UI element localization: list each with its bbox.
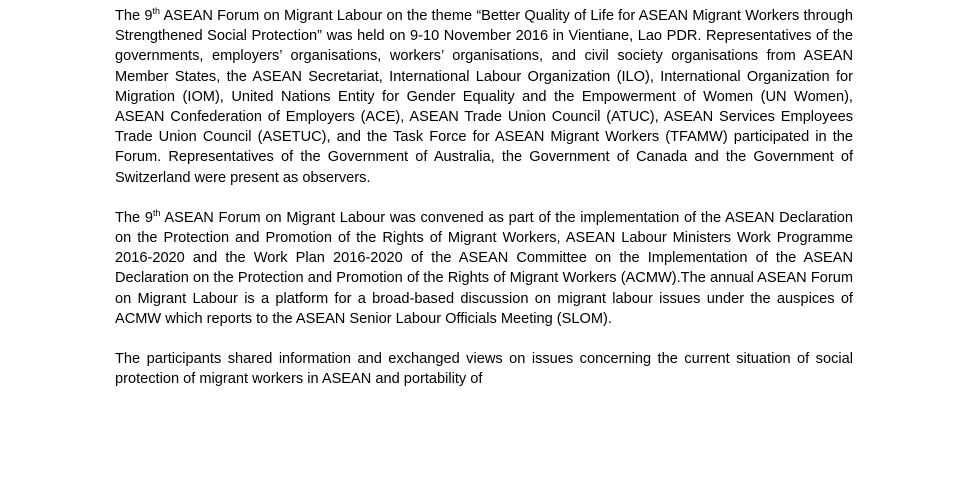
paragraph-spacer [115,188,853,208]
paragraph-text: The participants shared information and exchanged views on issues concerning the current situation of social protection of migrant workers in ASEAN and portability of [115,351,853,388]
paragraph-text: ASEAN Forum on Migrant Labour was convened as part of the implementation of the ASEAN Declaration on the Protection and Promotion of the Rights of Migrant Workers, ASEAN Labour Ministers Work Programme 2016-2020 and the Work Plan 2016-2020 of the ASEAN Committee on the Implementation of the ASEAN Declaration on the Protection and Promotion of the Rights of Migrant Workers (ACMW).The annual ASEAN Forum on Migrant Labour is a platform for a broad-based discussion on migrant labour issues under the auspices of ACMW which reports to the ASEAN Senior Labour Officials Meeting (SLOM). [115,209,853,327]
paragraph-text: ASEAN Forum on Migrant Labour on the theme “Better Quality of Life for ASEAN Migrant Workers through Strengthened Social Protection” was held on 9-10 November 2016 in Vientiane, Lao PDR. Representatives of the governments, employers’ organisations, workers’ organisations, and civil society organisations from ASEAN Member States, the ASEAN Secretariat, International Labour Organization (ILO), International Organization for Migration (IOM), United Nations Entity for Gender Equality and the Empowerment of Women (UN Women), ASEAN Confederation of Employers (ACE), ASEAN Trade Union Council (ATUC), ASEAN Services Employees Trade Union Council (ASETUC), and the Task Force for ASEAN Migrant Workers (TFAMW) participated in the Forum. Representatives of the Government of Australia, the Government of Canada and the Government of Switzerland were present as observers. [115,8,853,186]
paragraph-forum-purpose [115,208,853,329]
paragraph-spacer [115,329,853,349]
document-page [115,0,853,389]
ordinal-suffix: th [152,207,161,218]
paragraph-prefix: The 9 [115,8,153,24]
ordinal-suffix: th [152,6,161,16]
paragraph-prefix: The 9 [115,209,153,226]
paragraph-forum-overview [115,0,853,188]
paragraph-participants [115,349,853,389]
